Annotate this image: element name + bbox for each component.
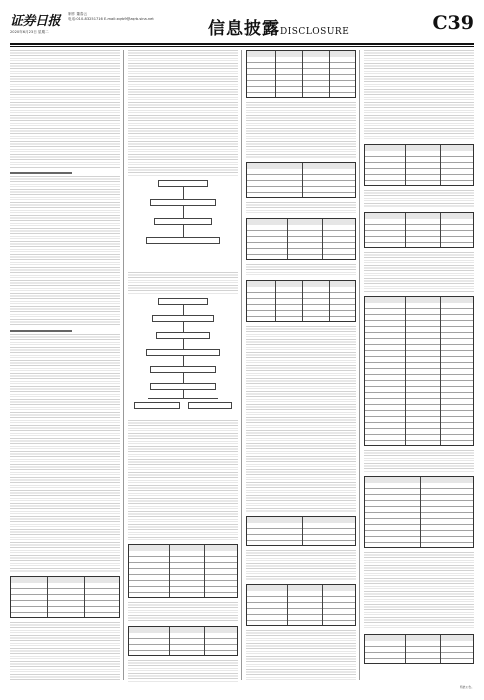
- chart-node: [150, 366, 216, 373]
- chart-node: [188, 402, 232, 409]
- column-divider: [359, 50, 360, 680]
- body-text-block: [128, 50, 238, 176]
- financial-table: [246, 584, 356, 626]
- masthead-rule: [10, 43, 474, 45]
- table-column-rule: [329, 51, 330, 97]
- table-header-row: [129, 627, 237, 633]
- body-text-block: [246, 264, 356, 276]
- chart-node: [146, 237, 220, 244]
- table-column-rule: [440, 145, 441, 185]
- financial-table: [246, 516, 356, 546]
- table-column-rule: [169, 627, 170, 655]
- table-column-rule: [329, 281, 330, 321]
- chart-connector: [183, 206, 184, 218]
- article-column-2: [128, 50, 238, 682]
- table-column-rule: [440, 213, 441, 247]
- chart-connector: [148, 398, 218, 399]
- body-text-block: [128, 420, 238, 540]
- closing-line: 特此公告。: [460, 685, 474, 689]
- table-column-rule: [275, 51, 276, 97]
- table-header-row: [365, 213, 473, 219]
- editor-name: 制作 董春云: [68, 12, 88, 16]
- table-column-rule: [405, 213, 406, 247]
- table-column-rule: [47, 577, 48, 617]
- body-text-block: [128, 660, 238, 682]
- table-column-rule: [322, 585, 323, 625]
- column-divider: [123, 50, 124, 680]
- table-column-rule: [302, 163, 303, 197]
- table-column-rule: [275, 281, 276, 321]
- body-text-block: [246, 630, 356, 682]
- chart-node: [134, 402, 180, 409]
- body-text-block: [364, 252, 474, 292]
- column-divider: [241, 50, 242, 680]
- chart-connector: [183, 225, 184, 237]
- table-column-rule: [287, 219, 288, 259]
- financial-table: [364, 144, 474, 186]
- body-text-block: [364, 450, 474, 472]
- financial-table: [246, 50, 356, 98]
- chart-node: [152, 315, 214, 322]
- table-column-rule: [440, 297, 441, 445]
- section-heading: [10, 328, 120, 333]
- article-column-1: [10, 50, 120, 682]
- chart-connector: [183, 356, 184, 366]
- chart-node: [150, 383, 216, 390]
- body-text-block: [246, 326, 356, 512]
- table-column-rule: [169, 545, 170, 597]
- newspaper-logo: 证券日报: [10, 14, 61, 29]
- issue-date: 2020年6月23日 星期二: [10, 30, 49, 34]
- table-column-rule: [420, 477, 421, 547]
- body-text-block: [128, 272, 238, 294]
- chart-node: [158, 180, 208, 187]
- table-header-row: [247, 219, 355, 225]
- control-relationship-chart: [128, 298, 238, 416]
- table-column-rule: [302, 517, 303, 545]
- table-column-rule: [302, 51, 303, 97]
- table-column-rule: [405, 635, 406, 663]
- table-column-rule: [440, 635, 441, 663]
- table-column-rule: [405, 145, 406, 185]
- body-text-block: [246, 202, 356, 214]
- editor-contact: 电话:010-83251716 E-mail:zqrb9@zqrb.sina.net: [68, 17, 154, 21]
- masthead-rule-thin: [10, 46, 474, 47]
- editor-info: [68, 12, 154, 22]
- body-text-block: [128, 602, 238, 622]
- table-header-row: [11, 577, 119, 583]
- table-header-row: [365, 145, 473, 151]
- section-title-cn: 信息披露: [208, 19, 280, 39]
- table-column-rule: [84, 577, 85, 617]
- section-title-en: DISCLOSURE: [280, 27, 350, 37]
- article-column-4: [364, 50, 474, 682]
- page-code: C39: [432, 12, 474, 34]
- table-column-rule: [287, 585, 288, 625]
- table-header-row: [247, 585, 355, 591]
- section-heading: [10, 170, 120, 175]
- section-title: [208, 14, 349, 39]
- financial-table: [364, 476, 474, 548]
- table-header-row: [247, 163, 355, 169]
- table-column-rule: [204, 545, 205, 597]
- body-text-block: [10, 176, 120, 326]
- financial-table: [128, 544, 238, 598]
- chart-node: [146, 349, 220, 356]
- table-column-rule: [302, 281, 303, 321]
- table-header-row: [365, 635, 473, 641]
- financial-table: [364, 212, 474, 248]
- table-column-rule: [204, 627, 205, 655]
- chart-node: [150, 199, 216, 206]
- chart-connector: [183, 322, 184, 332]
- financial-table: [246, 162, 356, 198]
- chart-connector: [183, 187, 184, 199]
- financial-table: [128, 626, 238, 656]
- financial-table: [246, 280, 356, 322]
- table-header-row: [129, 545, 237, 551]
- table-header-row: [247, 51, 355, 57]
- chart-connector: [183, 373, 184, 383]
- body-text-block: [364, 50, 474, 140]
- table-header-row: [247, 517, 355, 523]
- financial-table: [10, 576, 120, 618]
- chart-node: [154, 218, 212, 225]
- financial-table: [364, 634, 474, 664]
- table-column-rule: [405, 297, 406, 445]
- article-column-3: [246, 50, 356, 682]
- body-text-block: [364, 190, 474, 208]
- financial-table: [364, 296, 474, 446]
- masthead: [10, 6, 474, 46]
- chart-node: [156, 332, 210, 339]
- body-text-block: [246, 102, 356, 158]
- ownership-structure-chart: [128, 180, 238, 268]
- table-header-row: [365, 297, 473, 303]
- chart-connector: [183, 390, 184, 398]
- table-column-rule: [322, 219, 323, 259]
- chart-connector: [183, 305, 184, 315]
- table-header-row: [247, 281, 355, 287]
- table-header-row: [365, 477, 473, 483]
- chart-node: [158, 298, 208, 305]
- chart-connector: [183, 339, 184, 349]
- closing-signature: [382, 686, 474, 690]
- body-text-block: [364, 552, 474, 630]
- body-text-block: [246, 550, 356, 580]
- body-text-block: [10, 50, 120, 168]
- body-text-block: [10, 334, 120, 572]
- financial-table: [246, 218, 356, 260]
- body-text-block: [10, 622, 120, 682]
